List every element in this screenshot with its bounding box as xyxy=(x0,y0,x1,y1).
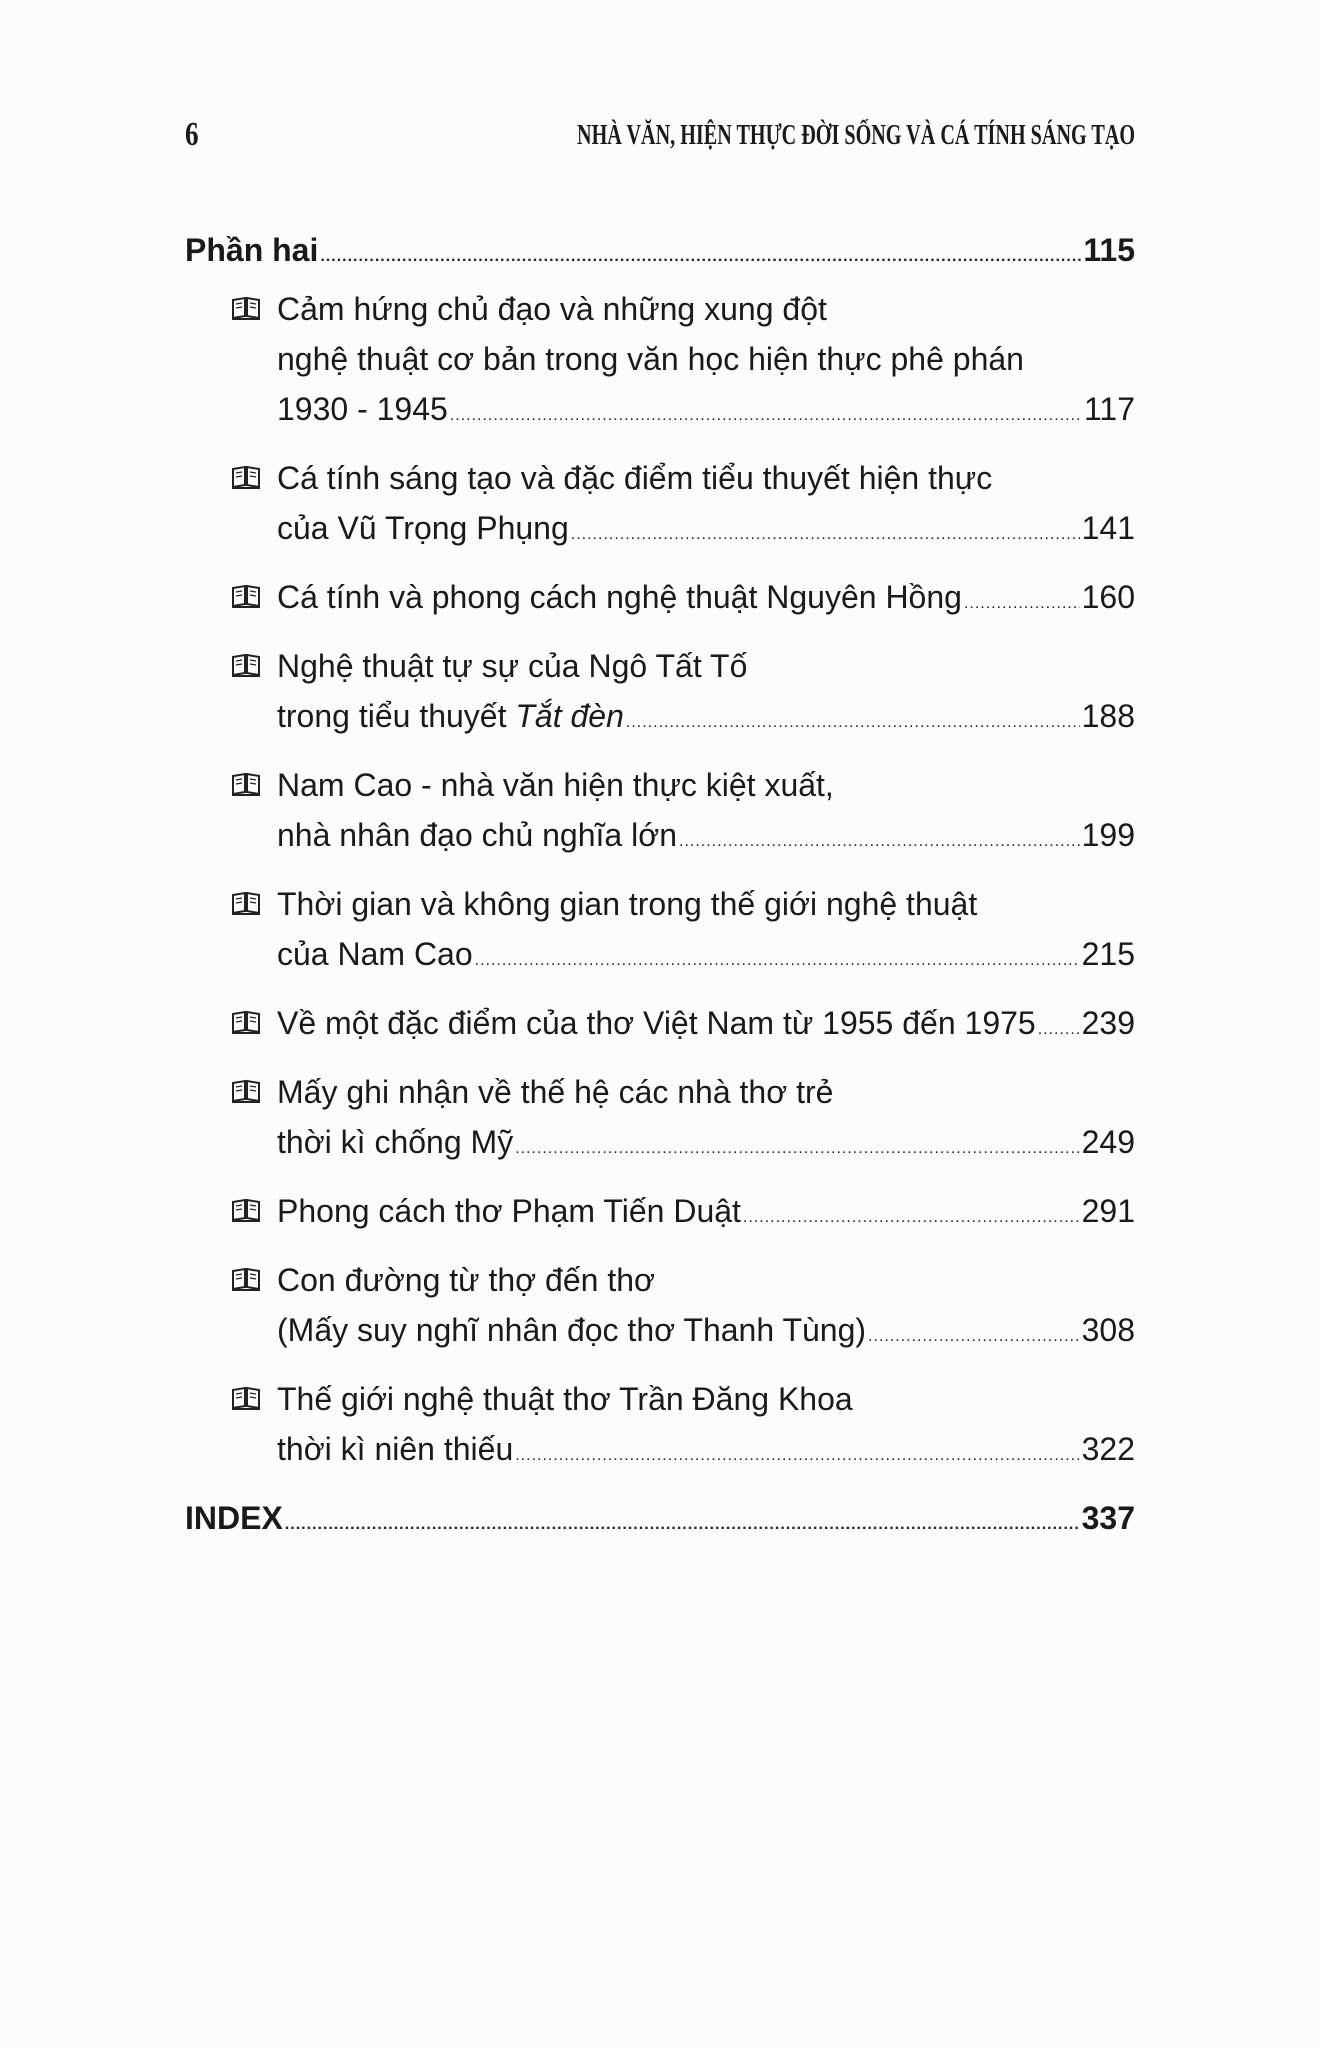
entry-title-line: Mấy ghi nhận về thế hệ các nhà thơ trẻ xyxy=(277,1074,834,1110)
open-book-icon xyxy=(231,464,261,490)
dot-leader xyxy=(320,232,1081,282)
toc-entry[interactable] xyxy=(185,641,1135,748)
entry-title-line: Về một đặc điểm của thơ Việt Nam từ 1955 đến 1975 xyxy=(277,1005,1036,1041)
dot-leader xyxy=(450,391,1082,441)
entry-title-line: của Vũ Trọng Phụng xyxy=(277,510,569,546)
page-ref: 215 xyxy=(1081,936,1135,972)
open-book-icon xyxy=(231,1009,261,1035)
entry-title-line: nhà nhân đạo chủ nghĩa lớn xyxy=(277,817,677,853)
entry-title-line: Nghệ thuật tự sự của Ngô Tất Tố xyxy=(277,648,748,684)
page-ref: 141 xyxy=(1081,510,1135,546)
open-book-icon xyxy=(231,583,261,609)
toc-entry[interactable] xyxy=(185,284,1135,441)
page-ref: 160 xyxy=(1081,579,1135,615)
page-ref: 117 xyxy=(1083,391,1135,427)
entry-title-line: Cảm hứng chủ đạo và những xung đột xyxy=(277,291,827,327)
toc-entry[interactable] xyxy=(185,998,1135,1055)
entry-title-text: trong tiểu thuyết xyxy=(277,698,516,734)
dot-leader xyxy=(475,936,1080,986)
table-of-contents xyxy=(185,225,1135,1552)
open-book-icon xyxy=(231,652,261,678)
toc-section-index[interactable] xyxy=(185,1493,1135,1550)
toc-entry[interactable] xyxy=(185,453,1135,560)
entry-title-line: nghệ thuật cơ bản trong văn học hiện thực phê phán xyxy=(277,341,1024,377)
page-ref: 291 xyxy=(1081,1193,1135,1229)
toc-entry[interactable] xyxy=(185,1186,1135,1243)
dot-leader xyxy=(964,579,1080,629)
dot-leader xyxy=(1038,1005,1080,1055)
toc-entry[interactable] xyxy=(185,1255,1135,1362)
toc-entry[interactable] xyxy=(185,1374,1135,1481)
entry-title-line: Con đường từ thợ đến thơ xyxy=(277,1262,655,1298)
running-title: NHÀ VĂN, HIỆN THỰC ĐỜI SỐNG VÀ CÁ TÍNH SÁNG TẠO xyxy=(576,120,1135,151)
page-header xyxy=(185,116,1135,166)
toc-entry[interactable] xyxy=(185,760,1135,867)
dot-leader xyxy=(679,817,1080,867)
entry-title-line xyxy=(277,691,624,741)
entry-title-line: Thế giới nghệ thuật thơ Trần Đăng Khoa xyxy=(277,1381,853,1417)
dot-leader xyxy=(743,1193,1080,1243)
open-book-icon xyxy=(231,1266,261,1292)
page-ref: 188 xyxy=(1081,698,1135,734)
toc-entry[interactable] xyxy=(185,879,1135,986)
section-label: INDEX xyxy=(185,1500,283,1536)
open-book-icon xyxy=(231,1078,261,1104)
entry-title-line: (Mấy suy nghĩ nhân đọc thơ Thanh Tùng) xyxy=(277,1312,867,1348)
entry-title-line: thời kì niên thiếu xyxy=(277,1431,514,1467)
open-book-icon xyxy=(231,771,261,797)
entry-title-line: Thời gian và không gian trong thế giới nghệ thuật xyxy=(277,886,978,922)
page-ref: 337 xyxy=(1081,1500,1135,1536)
open-book-icon xyxy=(231,1385,261,1411)
dot-leader xyxy=(571,510,1080,560)
open-book-icon xyxy=(231,295,261,321)
toc-entry[interactable] xyxy=(185,1067,1135,1174)
page-ref: 249 xyxy=(1081,1124,1135,1160)
dot-leader xyxy=(868,1312,1080,1362)
entry-title-italic: Tắt đèn xyxy=(515,698,624,734)
entry-title-line: 1930 - 1945 xyxy=(277,391,448,427)
page-ref: 115 xyxy=(1083,232,1135,268)
entry-title-line: Cá tính sáng tạo và đặc điểm tiểu thuyết hiện thực xyxy=(277,460,993,496)
page-ref: 239 xyxy=(1081,1005,1135,1041)
section-label: Phần hai xyxy=(185,232,319,268)
page-ref: 199 xyxy=(1081,817,1135,853)
dot-leader xyxy=(626,698,1080,748)
dot-leader xyxy=(515,1431,1079,1481)
dot-leader xyxy=(515,1124,1079,1174)
open-book-icon xyxy=(231,1197,261,1223)
entry-title-line: Cá tính và phong cách nghệ thuật Nguyên Hồng xyxy=(277,579,962,615)
entry-title-line: của Nam Cao xyxy=(277,936,473,972)
page-ref: 322 xyxy=(1081,1431,1135,1467)
entry-title-line: Phong cách thơ Phạm Tiến Duật xyxy=(277,1193,741,1229)
entry-title-line: Nam Cao - nhà văn hiện thực kiệt xuất, xyxy=(277,767,834,803)
page-number: 6 xyxy=(185,116,199,153)
page-ref: 308 xyxy=(1081,1312,1135,1348)
toc-entry[interactable] xyxy=(185,572,1135,629)
entry-title-line: thời kì chống Mỹ xyxy=(277,1124,514,1160)
toc-section-part2[interactable] xyxy=(185,225,1135,282)
dot-leader xyxy=(285,1500,1080,1550)
open-book-icon xyxy=(231,890,261,916)
